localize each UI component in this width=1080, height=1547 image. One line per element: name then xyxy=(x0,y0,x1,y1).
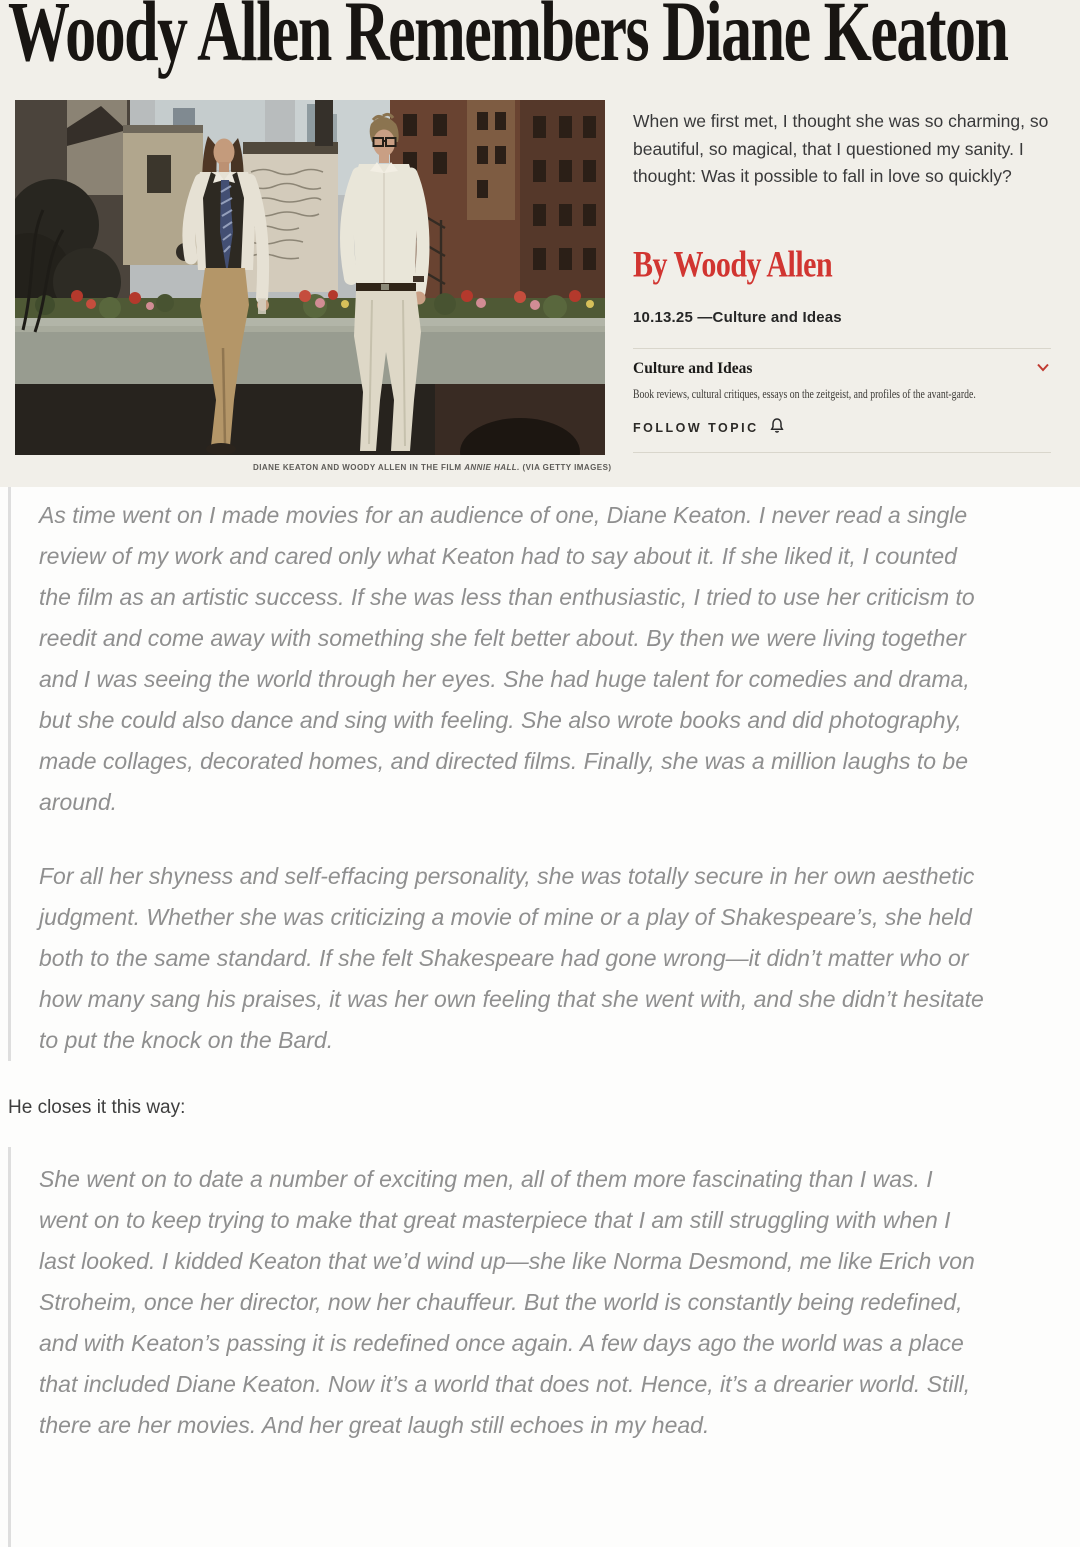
byline-link[interactable]: By Woody Allen xyxy=(633,244,833,286)
hero-section xyxy=(15,100,612,472)
excerpt-blockquote-2 xyxy=(8,1147,1080,1547)
topic-description: Book reviews, cultural critiques, essays on the zeitgeist, and profiles of the avant-garde. xyxy=(633,386,976,401)
follow-topic-label[interactable]: FOLLOW TOPIC xyxy=(633,420,759,435)
divider xyxy=(633,348,1051,349)
excerpt-paragraph: She went on to date a number of exciting men, all of them more fascinating than I was. I went on to keep trying to make that great masterpiece that I am still struggling with when I last looked. I kidded Keaton that we’d wind up—she like Norma Desmond, me like Erich von Stroheim, once her director, now her chauffeur. But the world is constantly being redefined, and with Keaton’s passing it is redefined once again. A few days ago the world was a place that included Diane Keaton. Now it’s a world that does not. Hence, it’s a drearier world. Still, there are her movies. And her great laugh still echoes in my head. xyxy=(39,1166,975,1438)
caption-credit: (VIA GETTY IMAGES) xyxy=(519,463,612,472)
page-title: Woody Allen Remembers Diane Keaton xyxy=(8,0,1008,80)
bell-icon[interactable] xyxy=(769,417,785,439)
excerpt-paragraph: As time went on I made movies for an audience of one, Diane Keaton. I never read a single review of my work and cared only what Keaton had to say about it. If she liked it, I counted the film as an artistic success. If she was less than enthusiastic, I tried to use her criticism to reedit and come away with something she felt better about. By then we were living together and I was seeing the world through her eyes. She had huge talent for comedies and drama, but she could also dance and sing with feeling. She also wrote books and did photography, made collages, decorated homes, and directed films. Finally, she was a million laughs to be around. xyxy=(39,502,975,815)
pull-quote: When we first met, I thought she was so charming, so beautiful, so magical, that I questioned my sanity. I thought: Was it possible to fall in love so quickly? xyxy=(633,111,1049,187)
follow-topic-button[interactable] xyxy=(633,417,1051,439)
caption-text: DIANE KEATON AND WOODY ALLEN IN THE FILM xyxy=(253,463,465,472)
excerpt-blockquote-1 xyxy=(8,487,1080,1061)
dateline: 10.13.25 —Culture and Ideas xyxy=(633,308,842,326)
topic-name[interactable]: Culture and Ideas xyxy=(633,360,753,378)
hero-photo xyxy=(15,100,605,455)
article-rail xyxy=(633,108,1051,461)
article-body xyxy=(0,487,1080,1528)
photo-caption xyxy=(15,463,612,472)
excerpt-paragraph: For all her shyness and self-effacing personality, she was totally secure in her own aesthetic judgment. Whether she was criticizing a movie of mine or a play of Shakespeare’s, she held both to the same standard. If she felt Shakespeare had gone wrong—it didn’t matter who or how many sang his praises, it was her own feeling that she went with, and she didn’t hesitate to put the knock on the Bard. xyxy=(39,863,984,1053)
divider xyxy=(633,452,1051,453)
narrator-line: He closes it this way: xyxy=(8,1097,186,1118)
caption-film-title: ANNIE HALL. xyxy=(464,463,520,472)
topic-toggle[interactable] xyxy=(633,359,1051,380)
chevron-down-icon[interactable] xyxy=(1035,359,1051,380)
